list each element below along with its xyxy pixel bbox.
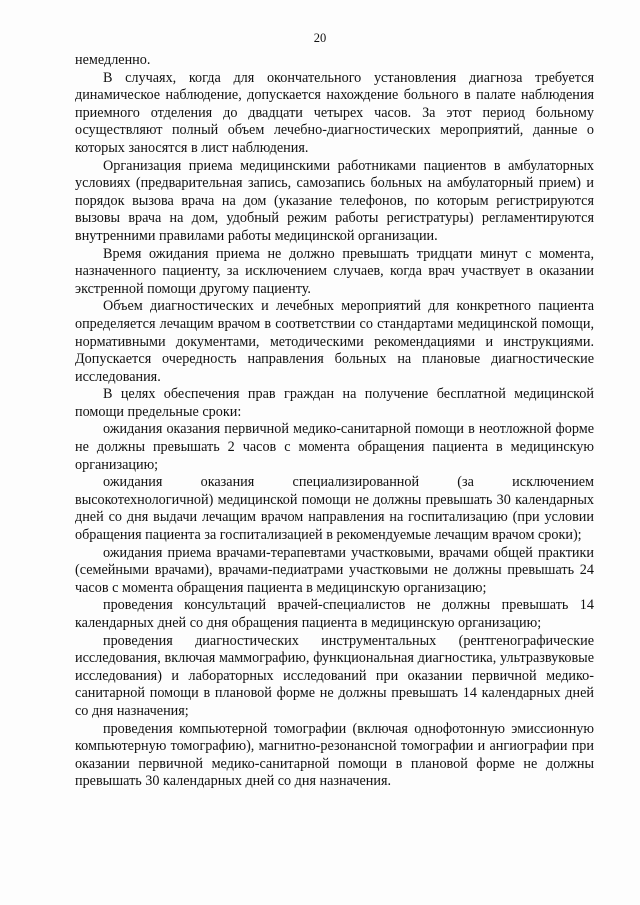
list-item-specialized-care: ожидания оказания специализированной (за исключением высокотехнологичной) медицинской помощи не должны превышать 30 календарных дней со дня выдачи лечащим врачом направления на госпитализацию (при условии обращения пациента за госпитализацией в рекомендуемые лечащим врачом сроки); [75,474,594,544]
list-item-specialist-consultations: проведения консультаций врачей-специалистов не должны превышать 14 календарных дней со дня обращения пациента в медицинскую организацию; [75,597,594,631]
paragraph-continuation: немедленно. [75,52,151,68]
paragraph-waiting-time: Время ожидания приема не должно превышать тридцати минут с момента, назначенного пациенту, за исключением случаев, когда врач участвует в оказании экстренной помощи другому пациенту. [75,245,594,297]
paragraph-scope-of-measures: Объем диагностических и лечебных мероприятий для конкретного пациента определяется лечащим врачом в соответствии со стандартами медицинской помощи, нормативными документами, методическими рекомендациями и инструкциями. Допускается очередность направления больных на плановые диагностические исследования. [75,298,594,385]
list-item-therapist-reception: ожидания приема врачами-терапевтами участковыми, врачами общей практики (семейными врачами), врачами-педиатрами участковыми не должны превышать 24 часов с момента обращения пациента в медицинскую организацию; [75,544,594,596]
document-body [75,52,594,791]
list-item-urgent-care: ожидания оказания первичной медико-санитарной помощи в неотложной форме не должны превышать 2 часов с момента обращения пациента в медицинскую организацию; [75,421,594,473]
page-number: 20 [313,31,327,45]
paragraph-reception-organization: Организация приема медицинскими работниками пациентов в амбулаторных условиях (предварительная запись, самозапись больных на амбулаторный прием) и порядок вызова врача на дом (указание телефонов, по которым регистрируются вызовы врача на дом, удобный режим работы регистратуры) регламентируются внутренними правилами работы медицинской организации. [75,157,594,244]
paragraph-dynamic-observation: В случаях, когда для окончательного установления диагноза требуется динамическое наблюдение, допускается нахождение больного в палате наблюдения приемного отделения до двадцати четырех часов. За этот период больному осуществляют полный объем лечебно-диагностических мероприятий, данные о которых заносятся в лист наблюдения. [75,69,594,156]
list-item-tomography: проведения компьютерной томографии (включая однофотонную эмиссионную компьютерную томографию), магнитно-резонансной томографии и ангиографии при оказании первичной медико-санитарной помощи в плановой форме не должны превышать 30 календарных дней со дня назначения. [75,720,594,790]
list-item-diagnostic-tests: проведения диагностических инструментальных (рентгенографические исследования, включая маммографию, функциональная диагностика, ультразвуковые исследования) и лабораторных исследований при оказании первичной медико-санитарной помощи в плановой форме не должны превышать 14 календарных дней со дня назначения; [75,632,594,719]
paragraph-time-limits-intro: В целях обеспечения прав граждан на получение бесплатной медицинской помощи предельные сроки: [75,386,594,420]
